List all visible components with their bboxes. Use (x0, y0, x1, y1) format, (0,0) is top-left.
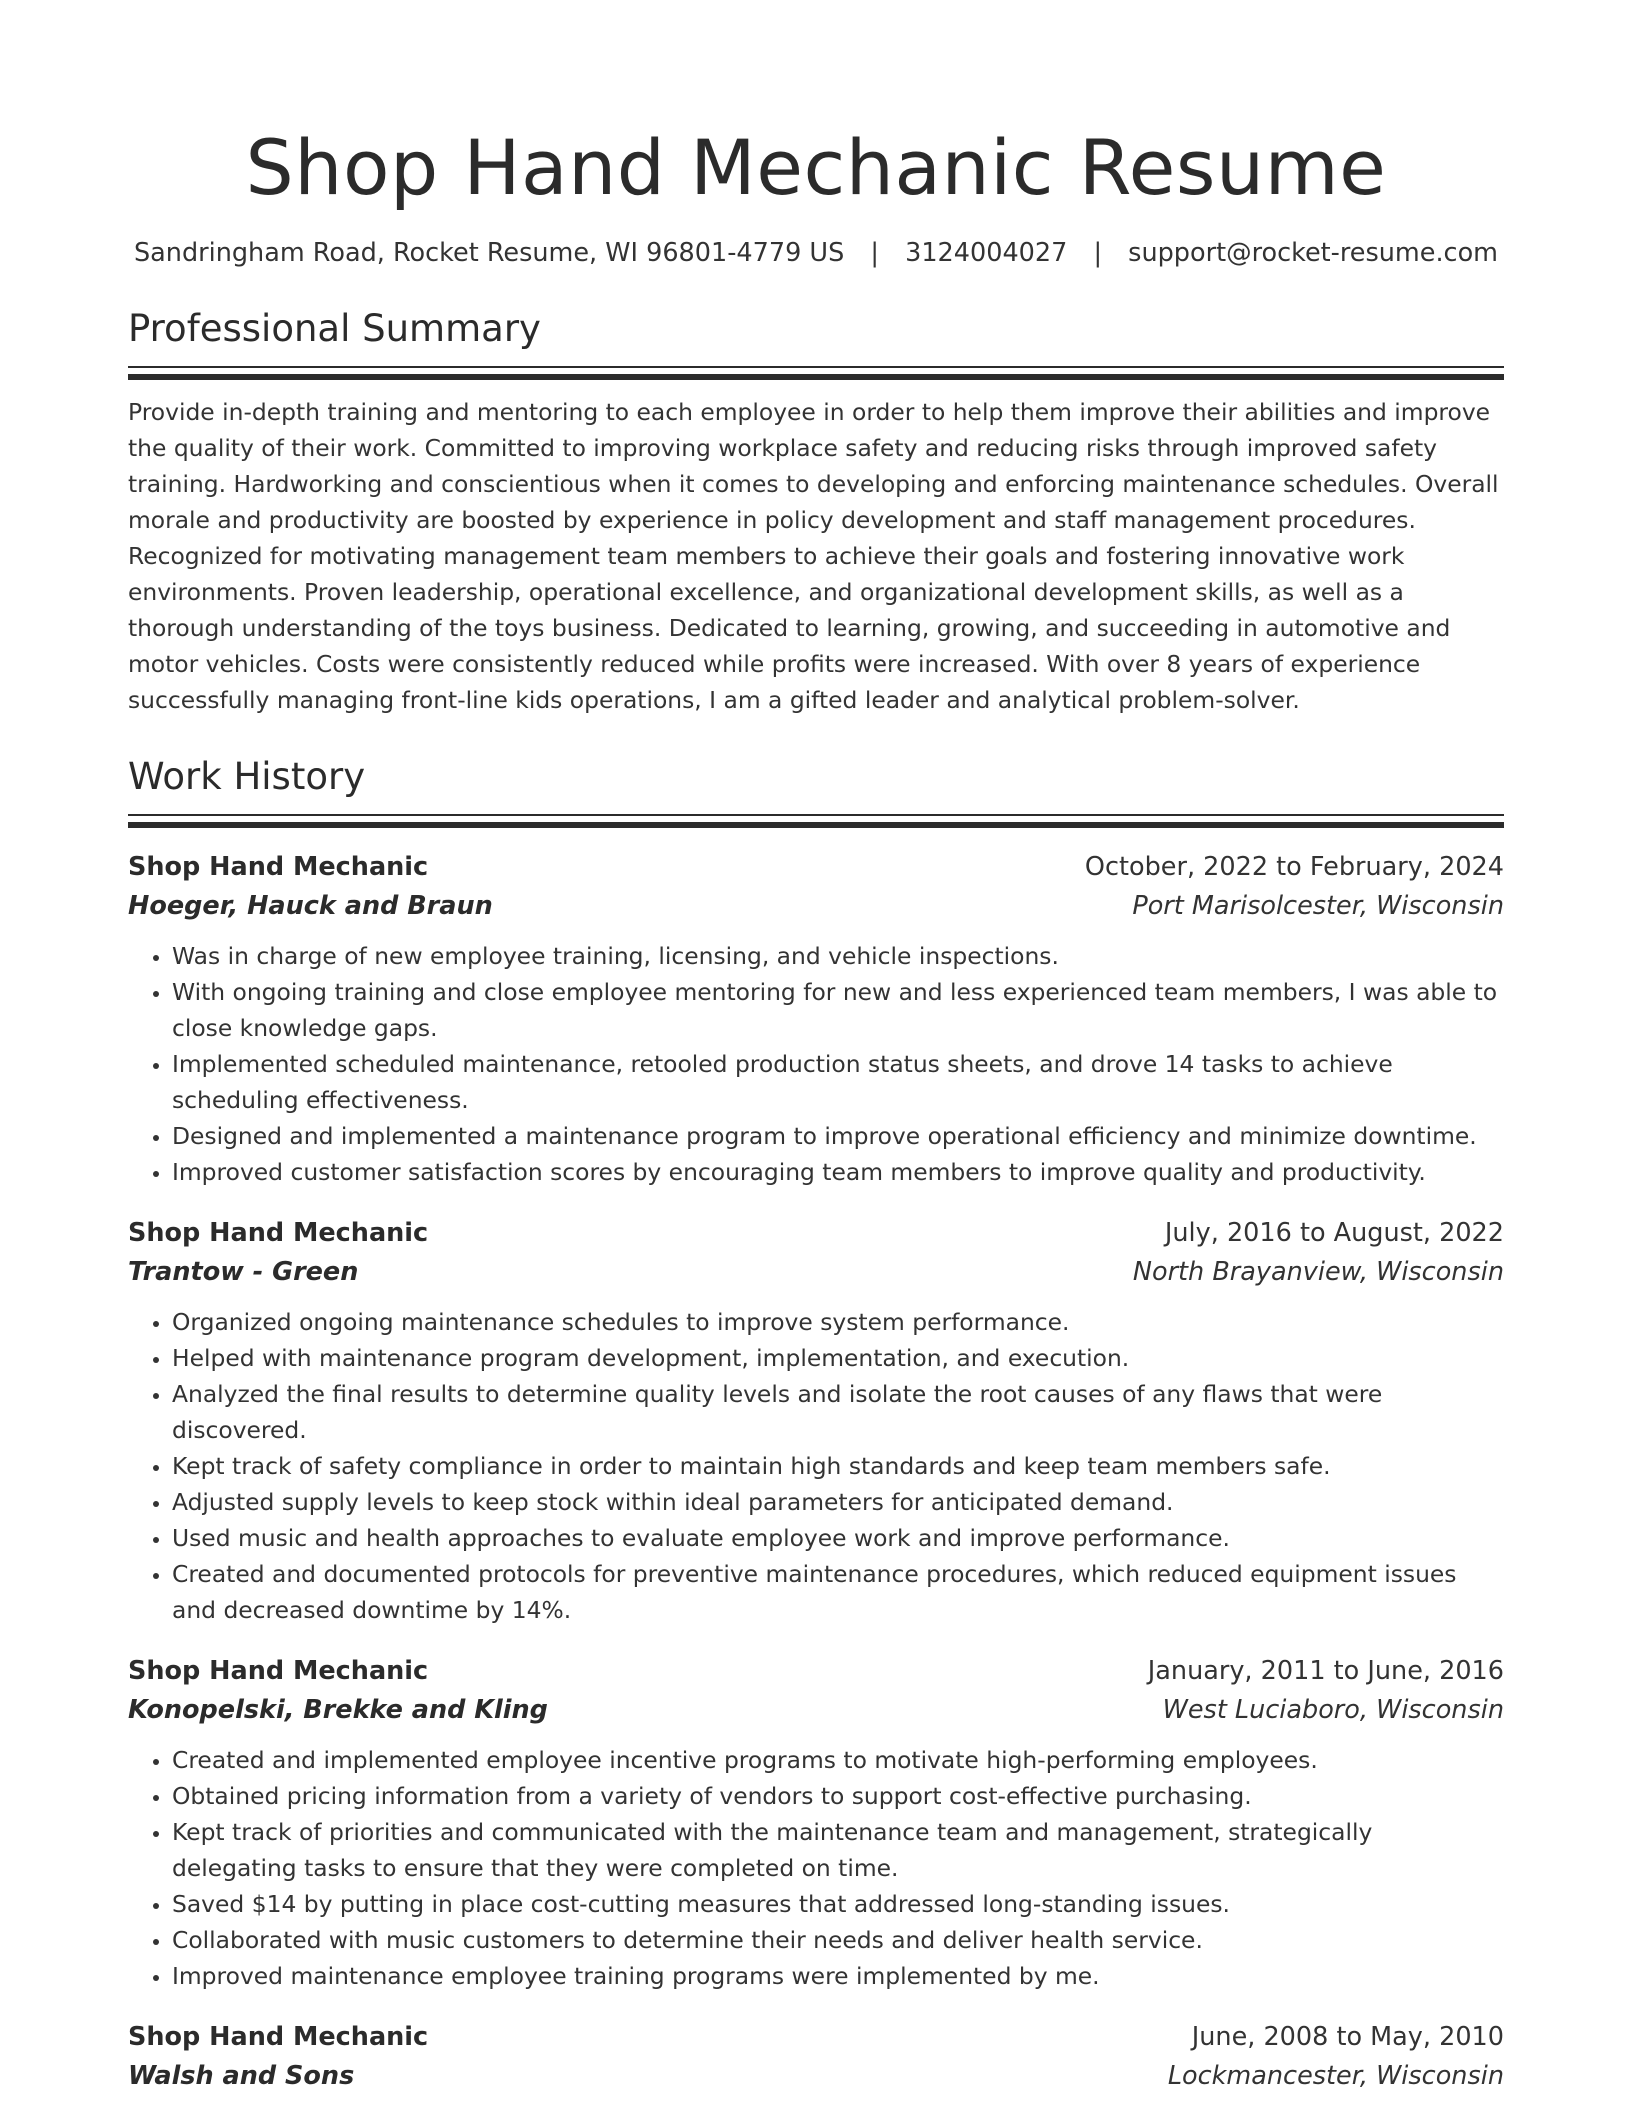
job-dates: July, 2016 to August, 2022 (1164, 1218, 1504, 1248)
job-bullet: • Kept track of priorities and communicated with the maintenance team and management, strategically delegating tasks to ensure that they were completed on time. (172, 1814, 1504, 1886)
job-bullet: • Designed and implemented a maintenance program to improve operational efficiency and minimize downtime. (172, 1118, 1504, 1154)
job-company: Hoeger, Hauck and Braun (128, 891, 493, 921)
job-company: Walsh and Sons (128, 2061, 355, 2091)
divider-thin-line (128, 366, 1504, 368)
job-title: Shop Hand Mechanic (128, 852, 429, 882)
job-header-row (128, 848, 1504, 886)
job-bullet: • Improved customer satisfaction scores by encouraging team members to improve quality and productivity. (172, 1154, 1504, 1190)
job-bullets (128, 938, 1504, 1190)
job-location: North Brayanview, Wisconsin (1132, 1257, 1504, 1287)
job-title: Shop Hand Mechanic (128, 1656, 429, 1686)
job-subheader-row (128, 2056, 1504, 2096)
job-bullets (128, 1304, 1504, 1628)
job-bullet: • Obtained pricing information from a variety of vendors to support cost-effective purchasing. (172, 1778, 1504, 1814)
job-bullet: • Created and documented protocols for preventive maintenance procedures, which reduced equipment issues and decreased downtime by 14%. (172, 1556, 1504, 1628)
job-location: Lockmancester, Wisconsin (1167, 2061, 1504, 2091)
job-bullet: • Was in charge of new employee training, licensing, and vehicle inspections. (172, 938, 1504, 974)
section-divider (128, 814, 1504, 828)
job-subheader-row (128, 1690, 1504, 1730)
summary-section-header (128, 304, 1504, 380)
job-dates: January, 2011 to June, 2016 (1147, 1656, 1504, 1686)
job-bullet: • Collaborated with music customers to determine their needs and deliver health service. (172, 1922, 1504, 1958)
work-section-header (128, 752, 1504, 828)
contact-address: Sandringham Road, Rocket Resume, WI 96801-4779 US (133, 238, 845, 268)
contact-line (128, 236, 1504, 270)
job-bullet: • Used music and health approaches to evaluate employee work and improve performance. (172, 1520, 1504, 1556)
job-subheader-row (128, 1252, 1504, 1292)
job-entry (128, 2018, 1504, 2096)
resume-title: Shop Hand Mechanic Resume (245, 123, 1387, 212)
job-entry (128, 1652, 1504, 1994)
contact-separator: | (870, 238, 879, 268)
work-heading: Work History (128, 755, 366, 798)
divider-thick-line (128, 822, 1504, 828)
job-bullet: • Adjusted supply levels to keep stock within ideal parameters for anticipated demand. (172, 1484, 1504, 1520)
contact-phone: 3124004027 (905, 238, 1068, 268)
job-bullet: • Improved maintenance employee training programs were implemented by me. (172, 1958, 1504, 1994)
job-bullets (128, 1742, 1504, 1994)
job-title: Shop Hand Mechanic (128, 1218, 429, 1248)
job-header-row (128, 2018, 1504, 2056)
divider-thick-line (128, 374, 1504, 380)
job-entry (128, 848, 1504, 1190)
summary-heading: Professional Summary (128, 307, 541, 350)
job-company: Trantow - Green (128, 1257, 359, 1287)
job-bullet: • With ongoing training and close employee mentoring for new and less experienced team members, I was able to close knowledge gaps. (172, 974, 1504, 1046)
job-bullet: • Kept track of safety compliance in order to maintain high standards and keep team members safe. (172, 1448, 1504, 1484)
job-entry (128, 1214, 1504, 1628)
job-subheader-row (128, 886, 1504, 926)
job-title: Shop Hand Mechanic (128, 2022, 429, 2052)
job-header-row (128, 1652, 1504, 1690)
job-list (128, 848, 1504, 2096)
summary-text: Provide in-depth training and mentoring to each employee in order to help them improve their abilities and improve the quality of their work. Committed to improving workplace safety and reducing risks through improved safety training. Hardworking and conscientious when it comes to developing and enforcing maintenance schedules. Overall morale and productivity are boosted by experience in policy development and staff management procedures. Recognized for motivating management team members to achieve their goals and fostering innovative work environments. Proven leadership, operational excellence, and organizational development skills, as well as a thorough understanding of the toys business. Dedicated to learning, growing, and succeeding in automotive and motor vehicles. Costs were consistently reduced while profits were increased. With over 8 years of experience successfully managing front-line kids operations, I am a gifted leader and analytical problem-solver. (128, 398, 1499, 714)
job-bullet: • Helped with maintenance program development, implementation, and execution. (172, 1340, 1504, 1376)
section-divider (128, 366, 1504, 380)
job-bullet: • Saved $14 by putting in place cost-cutting measures that addressed long-standing issues. (172, 1886, 1504, 1922)
job-company: Konopelski, Brekke and Kling (128, 1695, 548, 1725)
job-bullet: • Created and implemented employee incentive programs to motivate high-performing employees. (172, 1742, 1504, 1778)
divider-thin-line (128, 814, 1504, 816)
job-bullet: • Implemented scheduled maintenance, retooled production status sheets, and drove 14 tasks to achieve scheduling effectiveness. (172, 1046, 1504, 1118)
job-bullet: • Analyzed the final results to determine quality levels and isolate the root causes of any flaws that were discovered. (172, 1376, 1504, 1448)
contact-email: support@rocket-resume.com (1128, 238, 1499, 268)
job-location: Port Marisolcester, Wisconsin (1132, 891, 1504, 921)
job-bullet: • Organized ongoing maintenance schedules to improve system performance. (172, 1304, 1504, 1340)
job-dates: June, 2008 to May, 2010 (1191, 2022, 1504, 2052)
job-dates: October, 2022 to February, 2024 (1084, 852, 1504, 882)
job-location: West Luciaboro, Wisconsin (1162, 1695, 1504, 1725)
job-header-row (128, 1214, 1504, 1252)
contact-separator: | (1093, 238, 1103, 268)
